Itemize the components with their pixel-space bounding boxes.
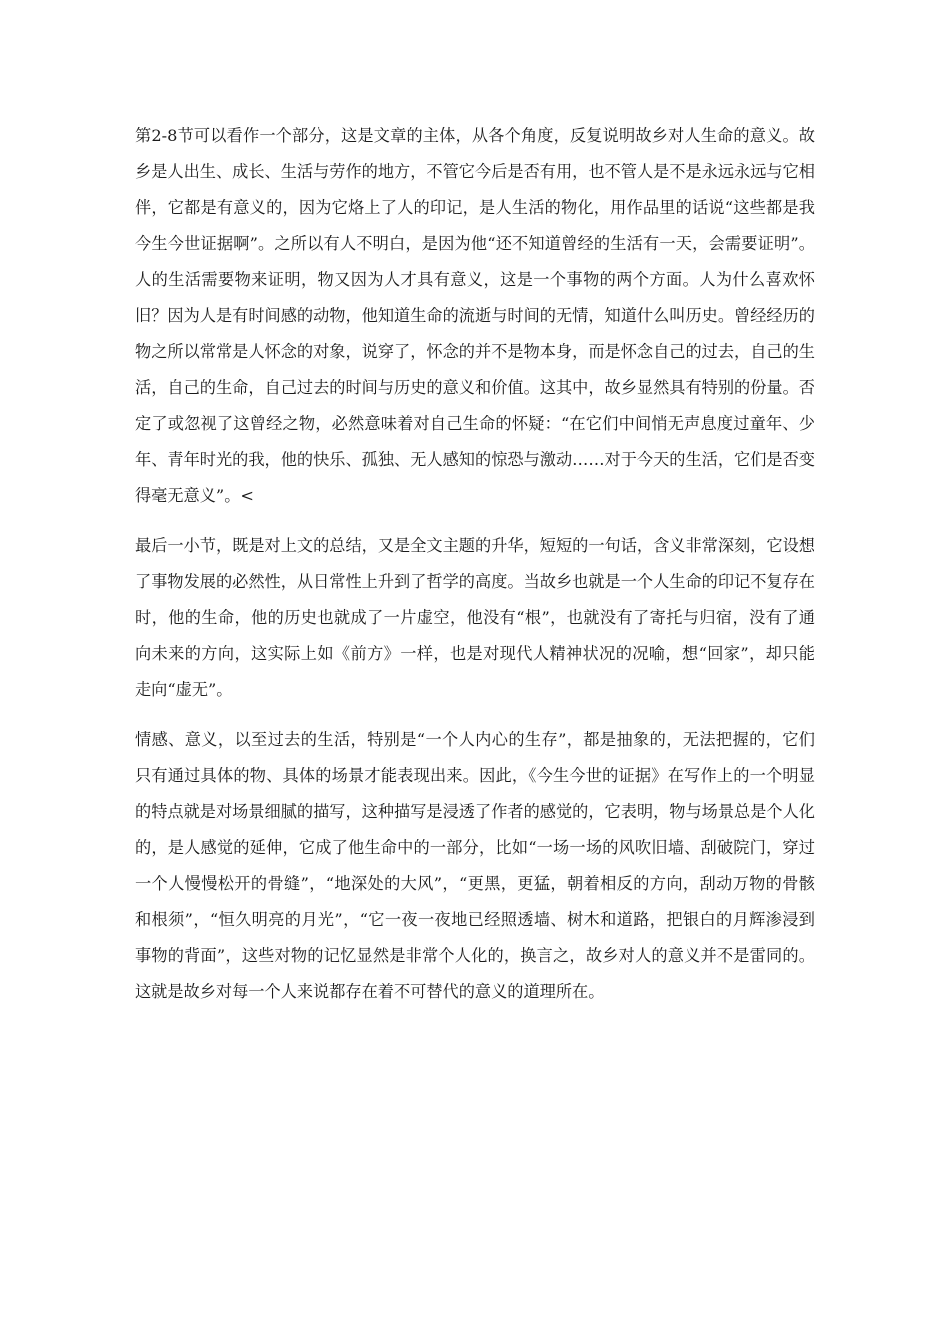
paragraph-2: 最后一小节，既是对上文的总结，又是全文主题的升华，短短的一句话，含义非常深刻，它设想了事物发展的必然性，从日常性上升到了哲学的高度。当故乡也就是一个人生命的印记不复存在时，他的生命，他的历史也就成了一片虚空，他没有“根”，也就没有了寄托与归宿，没有了通向未来的方向，这实际上如《前方》一样，也是对现代人精神状况的况喻，想“回家”，却只能走向“虚无”。 (135, 536, 815, 699)
paragraph-3: 情感、意义，以至过去的生活，特别是“一个人内心的生存”，都是抽象的，无法把握的，它们只有通过具体的物、具体的场景才能表现出来。因此，《今生今世的证据》在写作上的一个明显的特点就是对场景细腻的描写，这种描写是浸透了作者的感觉的，它表明，物与场景总是个人化的，是人感觉的延伸，它成了他生命中的一部分，比如“一场一场的风吹旧墙、刮破院门，穿过一个人慢慢松开的骨缝”，“地深处的大风”，“更黑，更猛，朝着相反的方向，刮动万物的骨骸和根须”，“恒久明亮的月光”，“它一夜一夜地已经照透墙、树木和道路，把银白的月辉渗浸到事物的背面”，这些对物的记忆显然是非常个人化的，换言之，故乡对人的意义并不是雷同的。这就是故乡对每一个人来说都存在着不可替代的意义的道理所在。 (135, 730, 815, 1001)
document-page (135, 118, 815, 1010)
paragraph-1: 第2-8节可以看作一个部分，这是文章的主体，从各个角度，反复说明故乡对人生命的意义。故乡是人出生、成长、生活与劳作的地方，不管它今后是否有用，也不管人是不是永远永远与它相伴，它都是有意义的，因为它烙上了人的印记，是人生活的物化，用作品里的话说“这些都是我今生今世证据啊”。之所以有人不明白，是因为他“还不知道曾经的生活有一天，会需要证明”。人的生活需要物来证明，物又因为人才具有意义，这是一个事物的两个方面。人为什么喜欢怀旧？因为人是有时间感的动物，他知道生命的流逝与时间的无情，知道什么叫历史。曾经经历的物之所以常常是人怀念的对象，说穿了，怀念的并不是物本身，而是怀念自己的过去，自己的生活，自己的生命，自己过去的时间与历史的意义和价值。这其中，故乡显然具有特别的份量。否定了或忽视了这曾经之物，必然意味着对自己生命的怀疑：“在它们中间悄无声息度过童年、少年、青年时光的我，他的快乐、孤独、无人感知的惊恐与激动……对于今天的生活，它们是否变得毫无意义”。< (135, 126, 815, 505)
